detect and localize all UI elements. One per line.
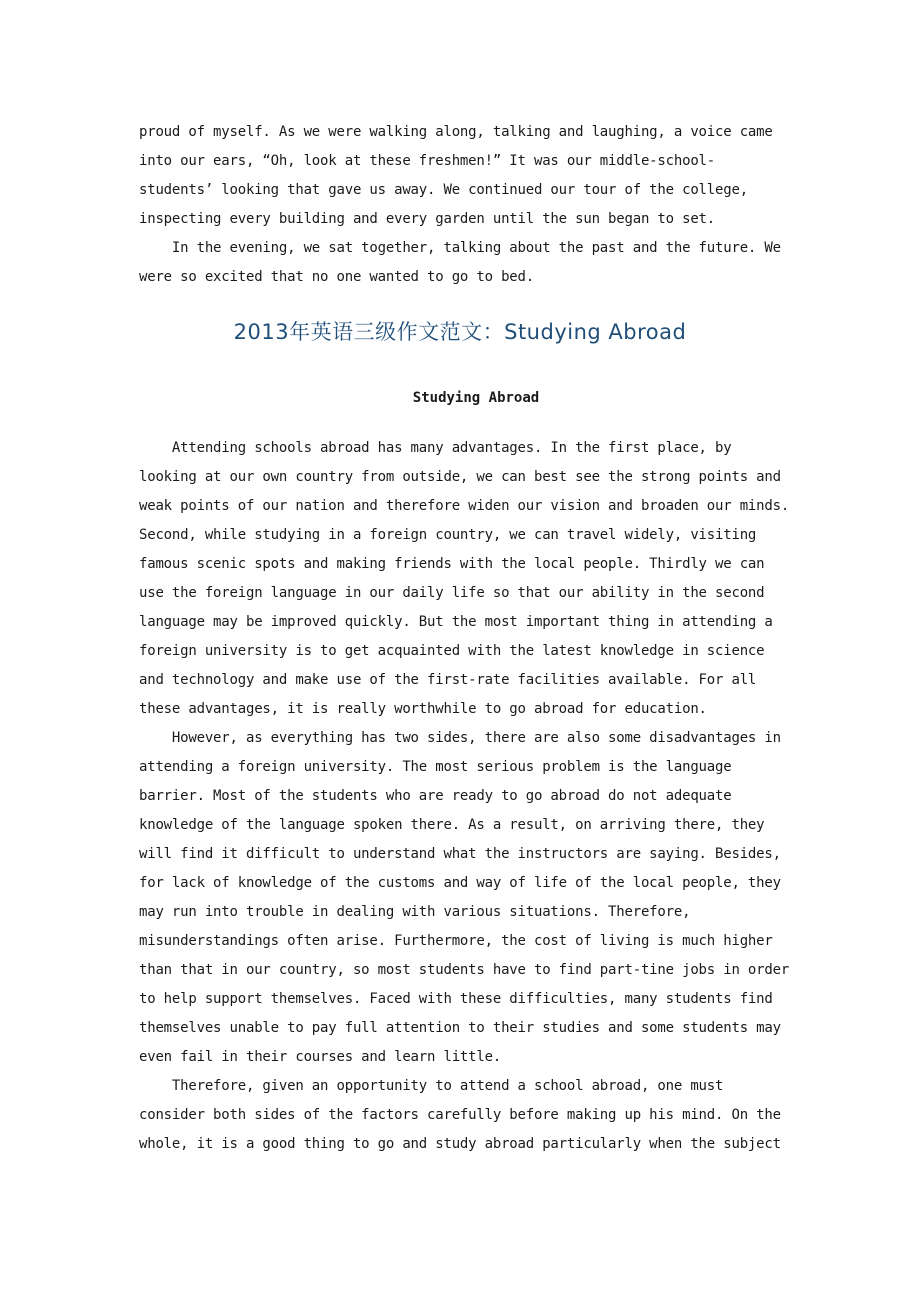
text-line: famous scenic spots and making friends with the local people. Thirdly we can — [139, 556, 765, 572]
text-line: consider both sides of the factors carefully before making up his mind. On the — [139, 1107, 781, 1123]
text-line: attending a foreign university. The most serious problem is the language — [139, 759, 732, 775]
text-line: these advantages, it is really worthwhile to go abroad for education. — [139, 701, 707, 717]
essay-title: Studying Abroad — [412, 390, 540, 406]
text-line: students’ looking that gave us away. We continued our tour of the college, — [139, 182, 748, 198]
text-line: misunderstandings often arise. Furthermore, the cost of living is much higher — [139, 933, 773, 949]
essay-body — [139, 434, 789, 1159]
intro-paragraphs — [139, 118, 789, 292]
text-line: will find it difficult to understand what the instructors are saying. Besides, — [139, 846, 781, 862]
text-line: to help support themselves. Faced with these difficulties, many students find — [139, 991, 773, 1007]
text-line: Attending schools abroad has many advantages. In the first place, by — [139, 440, 732, 456]
text-line: looking at our own country from outside, we can best see the strong points and — [139, 469, 781, 485]
text-line: whole, it is a good thing to go and study abroad particularly when the subject — [139, 1136, 781, 1152]
text-line: even fail in their courses and learn little. — [139, 1049, 502, 1065]
text-line: Second, while studying in a foreign country, we can travel widely, visiting — [139, 527, 757, 543]
text-line: and technology and make use of the first-rate facilities available. For all — [139, 672, 757, 688]
text-line: knowledge of the language spoken there. As a result, on arriving there, they — [139, 817, 765, 833]
text-line: into our ears, “Oh, look at these freshmen!” It was our middle-school- — [139, 153, 716, 169]
text-line: inspecting every building and every garden until the sun began to set. — [139, 211, 716, 227]
text-line: language may be improved quickly. But the most important thing in attending a — [139, 614, 773, 630]
text-line: In the evening, we sat together, talking about the past and the future. We — [139, 240, 781, 256]
text-line: were so excited that no one wanted to go to bed. — [139, 269, 534, 285]
text-line: for lack of knowledge of the customs and way of life of the local people, they — [139, 875, 781, 891]
text-line: may run into trouble in dealing with various situations. Therefore, — [139, 904, 691, 920]
text-line: Therefore, given an opportunity to attend a school abroad, one must — [139, 1078, 724, 1094]
text-line: use the foreign language in our daily life so that our ability in the second — [139, 585, 765, 601]
text-line: weak points of our nation and therefore widen our vision and broaden our minds. — [139, 498, 790, 514]
text-line: barrier. Most of the students who are ready to go abroad do not adequate — [139, 788, 732, 804]
text-line: than that in our country, so most students have to find part-tine jobs in order — [139, 962, 790, 978]
text-line: foreign university is to get acquainted with the latest knowledge in science — [139, 643, 765, 659]
text-line: proud of myself. As we were walking along, talking and laughing, a voice came — [139, 124, 773, 140]
article-heading: 2013年英语三级作文范文：Studying Abroad — [233, 320, 687, 344]
text-line: themselves unable to pay full attention to their studies and some students may — [139, 1020, 781, 1036]
text-line: However, as everything has two sides, there are also some disadvantages in — [139, 730, 781, 746]
